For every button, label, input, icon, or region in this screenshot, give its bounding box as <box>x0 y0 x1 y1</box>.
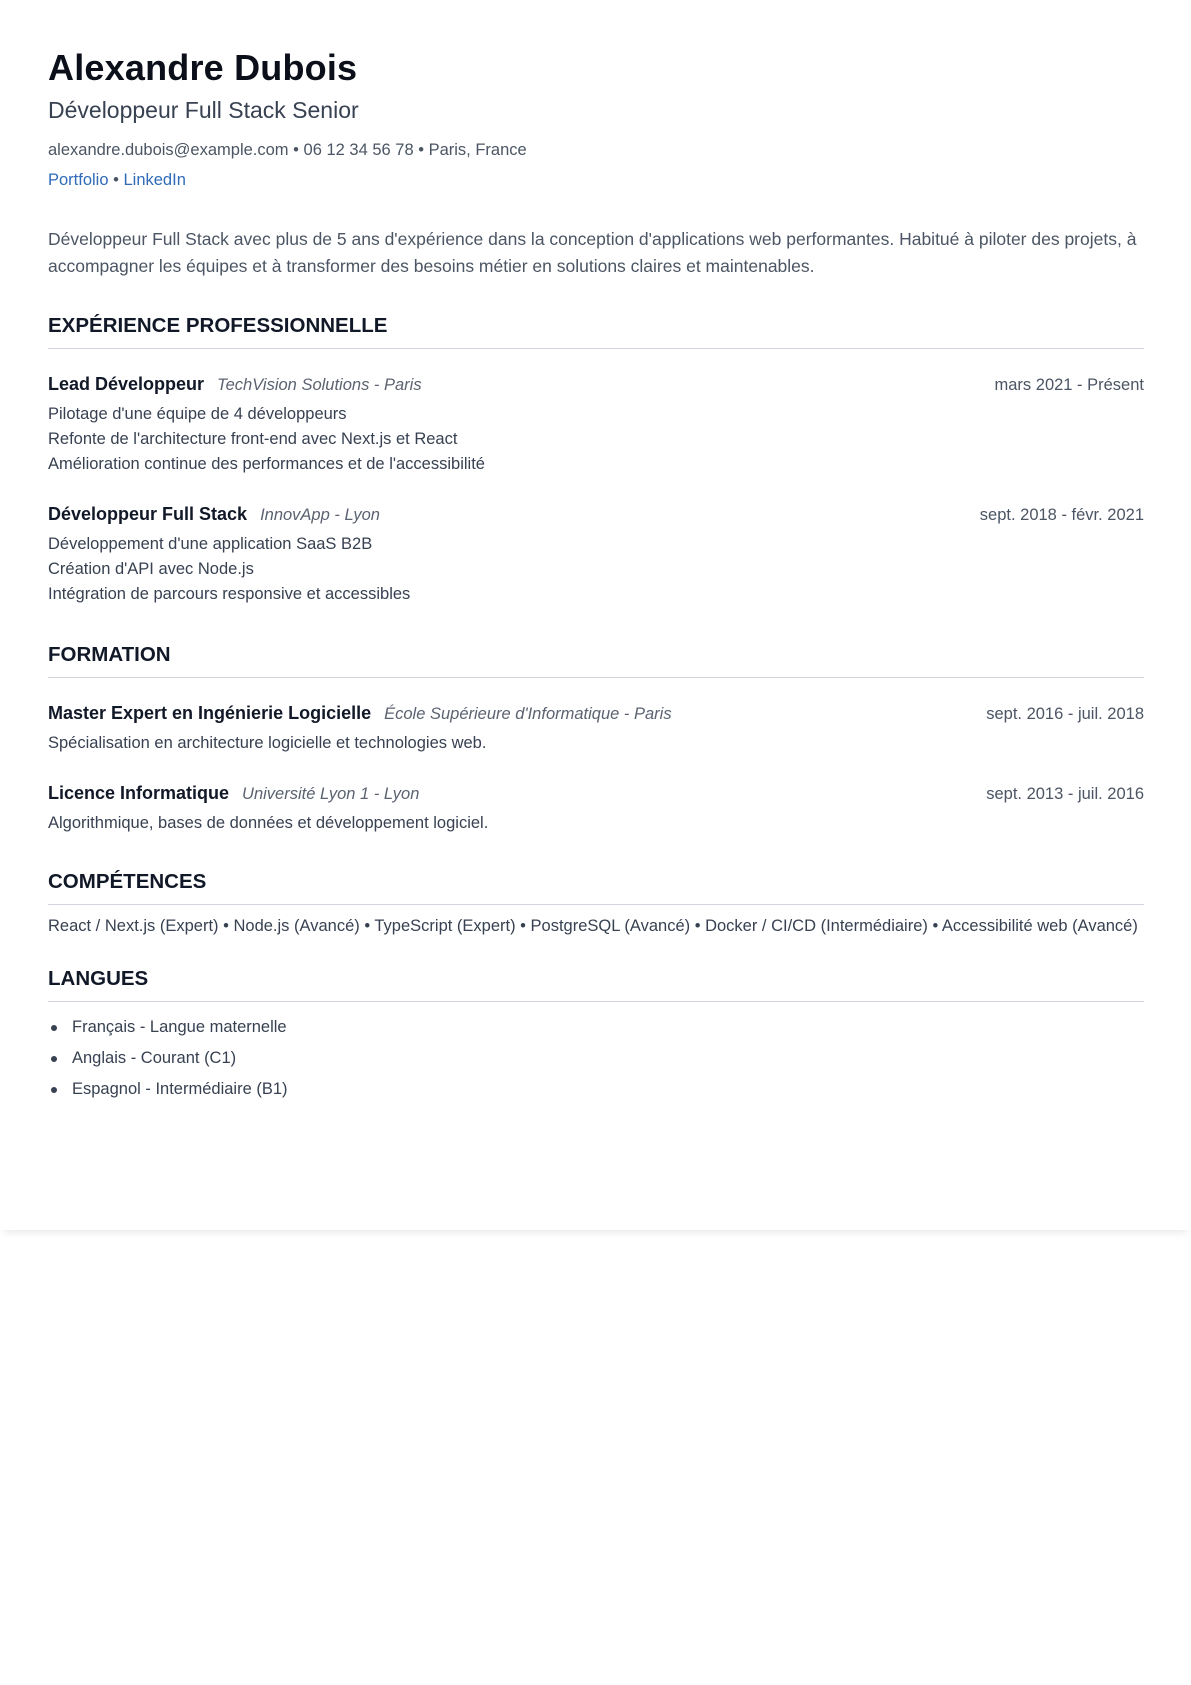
experience-entry <box>48 501 1144 607</box>
profile-links <box>48 168 1143 192</box>
entry-title: Licence Informatique <box>48 783 230 803</box>
education-entry <box>48 700 1144 756</box>
languages-section <box>48 965 1143 1105</box>
phone-text: 06 12 34 56 78 <box>303 141 414 159</box>
skills-section <box>48 868 1143 939</box>
entry-date: mars 2021 - Présent <box>994 376 1144 394</box>
languages-list <box>48 1012 1143 1105</box>
entry-organization: TechVision Solutions - Paris <box>217 376 422 394</box>
section-heading-languages: LANGUES <box>48 965 1144 1002</box>
list-item <box>48 1043 1143 1074</box>
experience-entry <box>48 371 1144 477</box>
language-text: Français - Langue maternelle <box>72 1018 287 1036</box>
education-entry <box>48 780 1144 836</box>
entry-organization: Université Lyon 1 - Lyon <box>242 785 420 803</box>
entry-title: Lead Développeur <box>48 374 205 394</box>
linkedin-link[interactable]: LinkedIn <box>123 171 186 189</box>
list-item <box>48 1012 1143 1043</box>
section-heading-education: FORMATION <box>48 641 1144 678</box>
entry-line: Intégration de parcours responsive et accessibles <box>48 585 411 603</box>
entry-date: sept. 2013 - juil. 2016 <box>986 785 1144 803</box>
entry-title: Développeur Full Stack <box>48 504 248 524</box>
education-section <box>48 641 1143 836</box>
contact-separator: • <box>413 141 429 159</box>
entry-title: Master Expert en Ingénierie Logicielle <box>48 703 372 723</box>
contact-separator: • <box>288 141 304 159</box>
job-title: Développeur Full Stack Senior <box>48 97 359 123</box>
section-heading-experience: EXPÉRIENCE PROFESSIONNELLE <box>48 312 1144 349</box>
skills-text: React / Next.js (Expert) • Node.js (Avancé) • TypeScript (Expert) • PostgreSQL (Avancé) • Docker / CI/CD (Intermédiaire) • Accessibilité web (Avancé) <box>48 917 1138 935</box>
entry-line: Création d'API avec Node.js <box>48 560 254 578</box>
entry-date: sept. 2016 - juil. 2018 <box>986 705 1144 723</box>
entry-line: Pilotage d'une équipe de 4 développeurs <box>48 405 347 423</box>
experience-section <box>48 312 1143 607</box>
contact-line <box>48 138 1143 162</box>
bullet-icon <box>51 1025 57 1031</box>
profile-summary: Développeur Full Stack avec plus de 5 ans d'expérience dans la conception d'applications web performantes. Habitué à piloter des projets, à accompagner les équipes et à transformer des besoins métier en solutions claires et maintenables. <box>48 229 1137 276</box>
section-heading-skills: COMPÉTENCES <box>48 868 1144 905</box>
location-text: Paris, France <box>428 141 527 159</box>
entry-line: Refonte de l'architecture front-end avec Next.js et React <box>48 430 458 448</box>
entry-line: Spécialisation en architecture logicielle et technologies web. <box>48 734 487 752</box>
entry-organization: École Supérieure d'Informatique - Paris <box>384 705 672 723</box>
entry-date: sept. 2018 - févr. 2021 <box>979 506 1144 524</box>
entry-organization: InnovApp - Lyon <box>260 506 380 524</box>
language-text: Anglais - Courant (C1) <box>72 1049 237 1067</box>
entry-line: Amélioration continue des performances et de l'accessibilité <box>48 455 485 473</box>
list-item <box>48 1074 1143 1105</box>
bullet-icon <box>51 1056 57 1062</box>
entry-line: Développement d'une application SaaS B2B <box>48 535 373 553</box>
links-separator: • <box>108 171 124 189</box>
candidate-name: Alexandre Dubois <box>48 47 358 88</box>
language-text: Espagnol - Intermédiaire (B1) <box>72 1080 288 1098</box>
email-text: alexandre.dubois@example.com <box>48 141 289 159</box>
portfolio-link[interactable]: Portfolio <box>48 171 109 189</box>
entry-line: Algorithmique, bases de données et développement logiciel. <box>48 814 489 832</box>
bullet-icon <box>51 1087 57 1093</box>
